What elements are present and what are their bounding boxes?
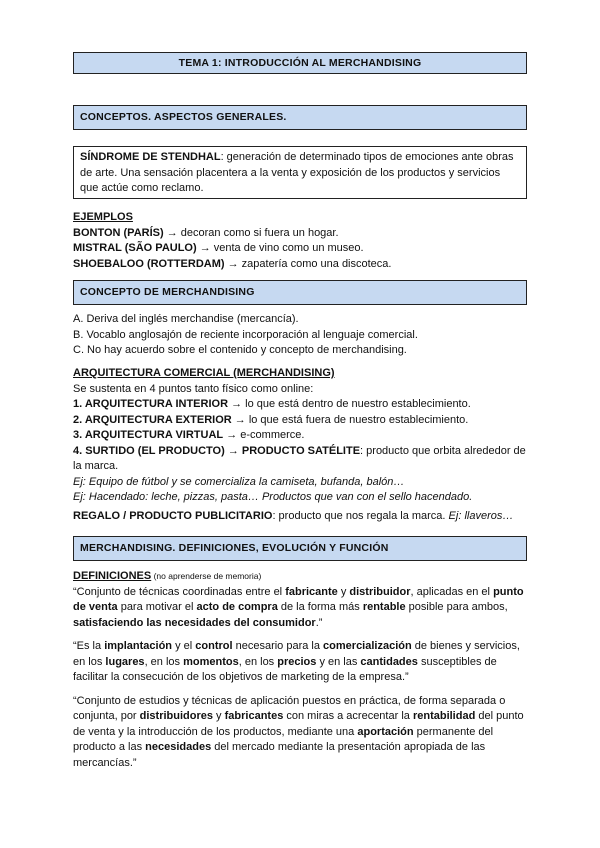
section-header-concepto: CONCEPTO DE MERCHANDISING [73, 280, 527, 305]
list-item: A. Deriva del inglés merchandise (mercancía). [73, 313, 299, 325]
definition-1: “Conjunto de técnicas coordinadas entre el fabricante y distribuidor, aplicadas en el punto de venta para motivar el acto de compra de la forma más rentable posible para ambos, satisfaciendo las necesidades del consumidor.” [73, 585, 524, 629]
definition-3: “Conjunto de estudios y técnicas de aplicación puestos en práctica, de forma separada o conjunta, por distribuidores y fabricantes con miras a acrecentar la rentabilidad del punto de venta y la introducción de los productos, mediante una aportación permanente del producto a las necesidades del mercado mediante la presentación apropiada de las mercancías.” [73, 694, 524, 769]
example-line: Ej: Hacendado: leche, pizzas, pasta… Productos que van con el sello hacendado. [73, 491, 473, 503]
ejemplos-heading: EJEMPLOS [73, 211, 133, 223]
definition-box-stendhal [73, 146, 527, 199]
arquitectura-intro: Se sustenta en 4 puntos tanto físico como online: [73, 382, 314, 395]
list-item: BONTON (PARÍS) → decoran como si fuera un hogar. [73, 226, 339, 239]
stendhal-text: : generación de determinado tipos de emociones ante obras de arte. Una sensación placentera a la venta y exposición de los productos y servicios que actúe como reclamo. [80, 151, 514, 194]
document-title: TEMA 1: INTRODUCCIÓN AL MERCHANDISING [73, 52, 527, 74]
regalo-line: REGALO / PRODUCTO PUBLICITARIO: producto que nos regala la marca. Ej: llaveros… [73, 510, 514, 522]
stendhal-term: SÍNDROME DE STENDHAL [80, 151, 221, 163]
definiciones-block [73, 569, 527, 771]
definiciones-note: (no aprenderse de memoria) [151, 571, 262, 581]
list-item: 3. ARQUITECTURA VIRTUAL → e-commerce. [73, 429, 305, 441]
ejemplos-block [73, 210, 527, 272]
list-item: C. No hay acuerdo sobre el contenido y concepto de merchandising. [73, 344, 407, 356]
example-line: Ej: Equipo de fútbol y se comercializa la camiseta, bufanda, balón… [73, 475, 405, 488]
arquitectura-heading: ARQUITECTURA COMERCIAL (MERCHANDISING) [73, 367, 335, 379]
list-item: MISTRAL (SÃO PAULO) → venta de vino como un museo. [73, 242, 364, 254]
list-item: 2. ARQUITECTURA EXTERIOR → lo que está fuera de nuestro establecimiento. [73, 413, 469, 426]
list-item: 4. SURTIDO (EL PRODUCTO) → PRODUCTO SATÉLITE: producto que orbita alrededor de la marca. [73, 444, 526, 472]
concepto-list [73, 312, 527, 359]
definition-2: “Es la implantación y el control necesario para la comercialización de bienes y servicios, en los lugares, en los momentos, en los precios y en las cantidades susceptibles de facilitar la consecución de los objetivos de marketing de la empresa.” [73, 640, 520, 683]
list-item: B. Vocablo anglosajón de reciente incorporación al lenguaje comercial. [73, 328, 418, 341]
section-header-definiciones: MERCHANDISING. DEFINICIONES, EVOLUCIÓN Y FUNCIÓN [73, 536, 527, 561]
list-item: SHOEBALOO (ROTTERDAM) → zapatería como una discoteca. [73, 257, 392, 270]
list-item: 1. ARQUITECTURA INTERIOR → lo que está dentro de nuestro establecimiento. [73, 398, 471, 410]
definiciones-heading: DEFINICIONES [73, 570, 152, 582]
arquitectura-block [73, 366, 527, 506]
section-header-conceptos: CONCEPTOS. ASPECTOS GENERALES. [73, 105, 527, 130]
